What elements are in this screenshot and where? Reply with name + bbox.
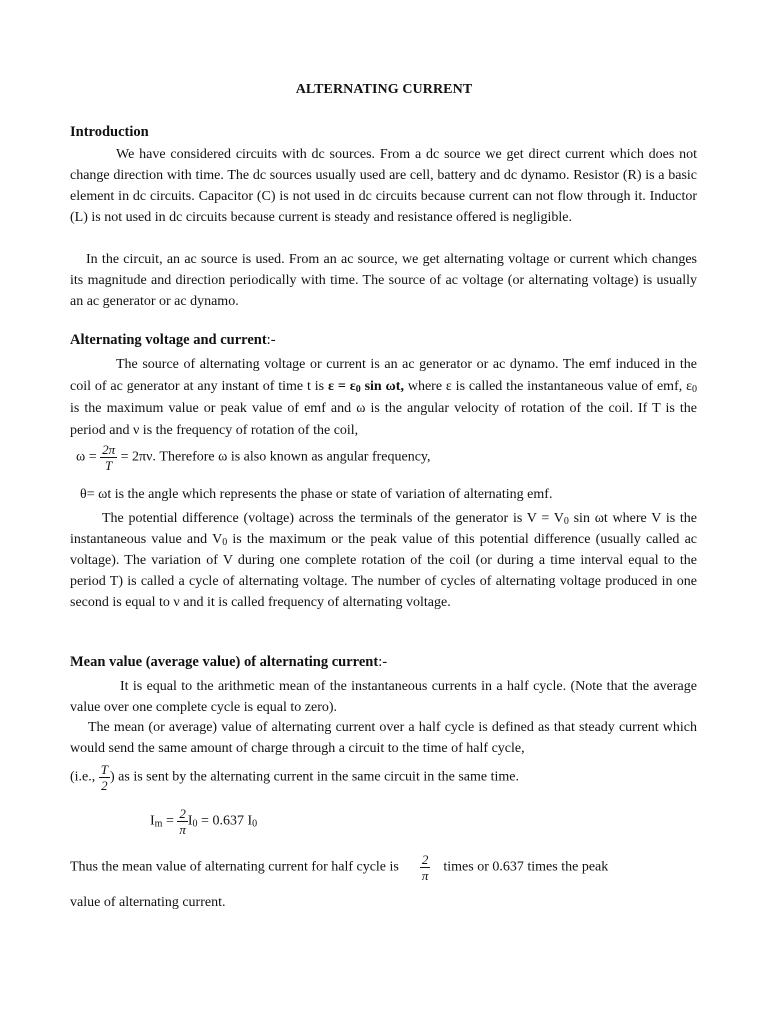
intro-paragraph-1: We have considered circuits with dc sources. From a dc source we get direct current which does not change direction with time. The dc sources usually used are cell, battery and dc dynamo. Resistor (R) is a basic element in dc circuits. Capacitor (C) is not used in dc circuits because current can not flow through it. Inductor (L) is not used in dc circuits because current is steady and resistance offered is negligible. [70, 147, 697, 225]
two-over-pi-fraction: $\frac{2}{\pi}$ [179, 806, 186, 837]
mean-summary-line-2: value of alternating current. [70, 895, 226, 910]
summary-fraction: $\frac{2}{\pi}$ [421, 852, 429, 883]
avc-paragraph-1: The source of alternating voltage or current is an ac generator or ac dynamo. The emf induced in the coil of ac generator at any instant of time t is $\varepsilon = \varepsilon_0$ sin ωt, where ε is called the instantaneous value of emf, $\varepsilon_0$ is the maximum value or peak value of emf and ω is the angular velocity of rotation of the coil. If T is the period and ν is the frequency of rotation of the coil, [70, 357, 697, 438]
mean-paragraph-2: The mean (or average) value of alternating current over a half cycle is defined as that steady current which would send the same amount of charge through a circuit to the time of half cycle, [70, 720, 697, 756]
omega-equation: ω = $\frac{2\pi}{T}$ = 2πν. Therefore ω is also known as angular frequency, [76, 442, 431, 473]
mean-current-equation: $I_m$ = $\frac{2}{\pi}$ $I_0 = 0.637$ $I_0$ [150, 806, 258, 837]
avc-paragraph-2: The potential difference (voltage) across the terminals of the generator is $V = V_0$ sin ωt where V is the instantaneous value and $V_0$ is the maximum or the peak value of this potential difference (usually called ac voltage). The variation of V during one complete rotation of the coil (or during a time interval equal to the period T) is called a cycle of alternating voltage. The number of cycles of alternating voltage produced in one second is equal to ν and it is called frequency of alternating voltage. [70, 511, 698, 610]
half-period-fraction: $\frac{T}{2}$ [100, 762, 108, 793]
mean-summary-line: Thus the mean value of alternating current for half cycle is $\frac{2}{\pi}$ times or 0.637 times the peak [70, 852, 609, 883]
heading-introduction: Introduction [70, 124, 149, 140]
theta-line: θ= ωt is the angle which represents the phase or state of variation of alternating emf. [80, 487, 553, 502]
intro-paragraph-2: In the circuit, an ac source is used. From an ac source, we get alternating voltage or current which changes its magnitude and direction periodically with time. The source of ac voltage (or alternating voltage) is usually an ac generator or ac dynamo. [70, 252, 697, 309]
half-period-line: (i.e., $\frac{T}{2}$ ) as is sent by the alternating current in the same circuit in the same time. [70, 762, 519, 793]
emf-equation: $\varepsilon = \varepsilon_0$ sin ωt, [327, 379, 404, 395]
heading-mean-value: Mean value (average value) of alternating current:- [70, 654, 388, 670]
omega-fraction: $\frac{2\pi}{T}$ [102, 442, 116, 473]
heading-alternating-voltage: Alternating voltage and current:- [70, 332, 276, 348]
page-title: ALTERNATING CURRENT [295, 82, 473, 97]
mean-paragraph-1: It is equal to the arithmetic mean of the instantaneous currents in a half cycle. (Note that the average value over one complete cycle is equal to zero). [70, 679, 697, 715]
